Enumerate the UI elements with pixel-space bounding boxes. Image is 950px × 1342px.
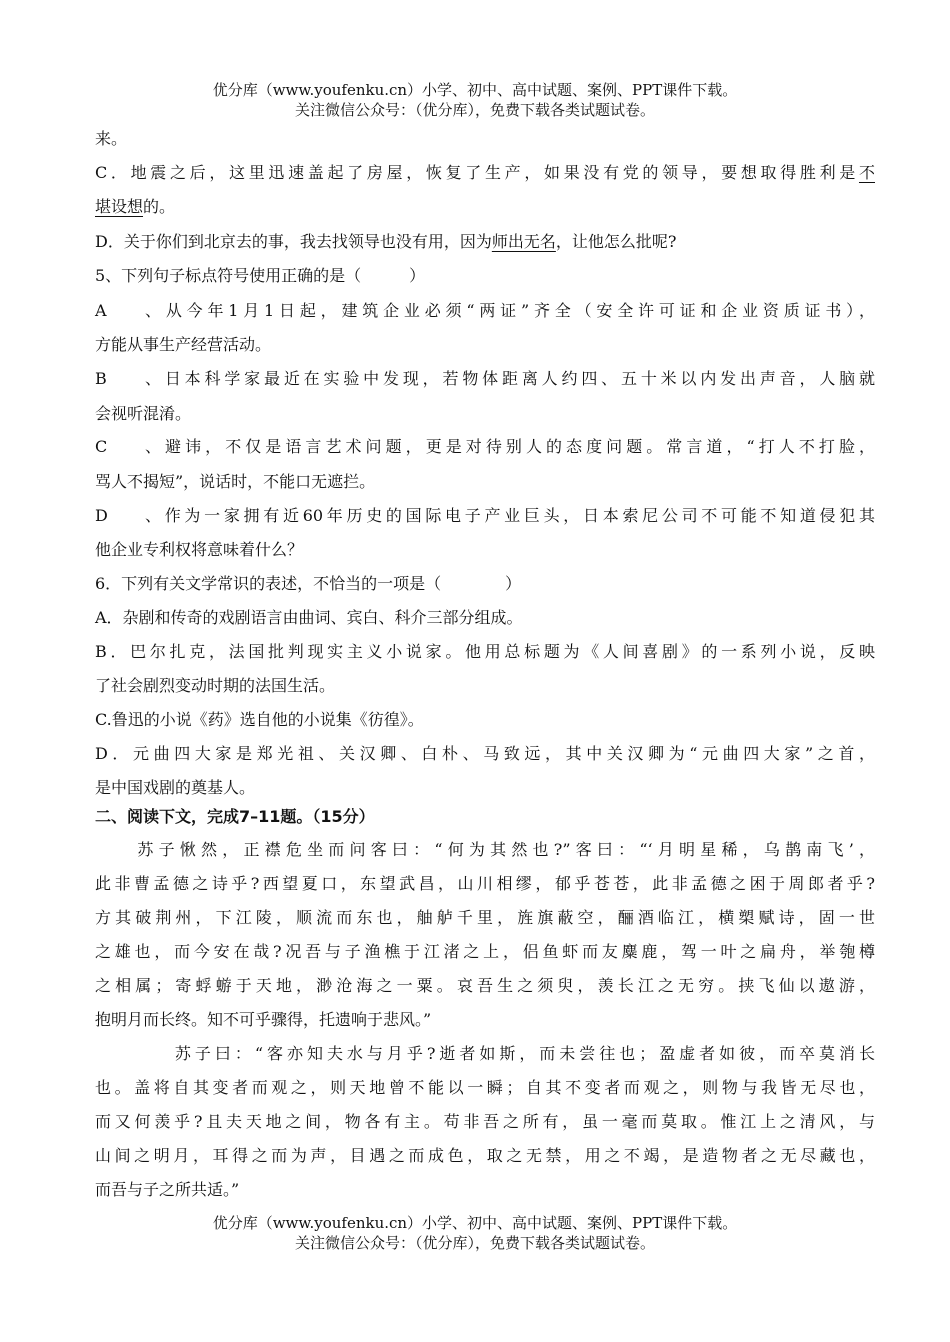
passage-p1-line: 之雄也，而今安在哉?况吾与子渔樵于江渚之上，侣鱼虾而友麋鹿，驾一叶之扁舟，举匏樽 xyxy=(95,942,875,961)
q4-c-underlined-1: 不 xyxy=(858,163,875,182)
footer-line-2: 关注微信公众号：（优分库），免费下载各类试题试卷。 xyxy=(294,1234,655,1252)
q4-c-end: 的。 xyxy=(143,197,176,216)
q5-option-a-line1 xyxy=(95,300,875,322)
q5-option-c-line1 xyxy=(95,436,875,458)
q5-option-d-line2: 他企业专利权将意味着什么？ xyxy=(95,540,304,559)
q4-c-underlined-2: 堪设想 xyxy=(95,197,144,216)
passage-p2-line: 苏子曰：“客亦知夫水与月乎?逝者如斯，而未尝往也；盈虚者如彼，而卒莫消长 xyxy=(95,1044,875,1063)
q5-a-label: A、 xyxy=(95,301,161,320)
q6-option-a: A．杂剧和传奇的戏剧语言由曲词、宾白、科介三部分组成。 xyxy=(95,608,523,627)
q5-a-text-1: 从今年1月1日起，建筑企业必须“两证”齐全（安全许可证和企业资质证书）， xyxy=(161,301,875,320)
q5-b-text-1: 日本科学家最近在实验中发现，若物体距离人约四、五十米以内发出声音，人脑就 xyxy=(161,369,875,388)
q5-option-b-line1 xyxy=(95,368,875,390)
passage-p2-line: 而又何羡乎?且夫天地之间，物各有主。苟非吾之所有，虽一毫而莫取。惟江上之清风，与 xyxy=(95,1112,875,1131)
q6-option-c: C.鲁迅的小说《药》选自他的小说集《彷徨》。 xyxy=(95,710,424,729)
q4-d-text: D．关于你们到北京去的事，我去找领导也没有用，因为 xyxy=(95,232,492,251)
q4-c-text: C．地震之后，这里迅速盖起了房屋，恢复了生产，如果没有党的领导，要想取得胜利是 xyxy=(95,163,859,182)
q4-continuation: 来。 xyxy=(95,129,128,148)
q5-option-a-line2: 方能从事生产经营活动。 xyxy=(95,335,272,354)
footer-line-1: 优分库（www.youfenku.cn）小学、初中、高中试题、案例、PPT课件下载。 xyxy=(212,1214,738,1232)
passage-p1-line: 此非曹孟德之诗乎?西望夏口，东望武昌，山川相缪，郁乎苍苍，此非孟德之困于周郎者乎? xyxy=(95,874,875,893)
q4-option-d xyxy=(95,231,875,253)
q5-option-d-line1 xyxy=(95,505,875,527)
q4-d-underlined: 师出无名 xyxy=(491,232,556,251)
passage-p1-line: 苏子愀然，正襟危坐而问客曰：“何为其然也?”客曰：“‘月明星稀，乌鹊南飞’， xyxy=(95,840,875,859)
page-header xyxy=(0,80,950,120)
q6-option-b-line1: B．巴尔扎克，法国批判现实主义小说家。他用总标题为《人间喜剧》的一系列小说，反映 xyxy=(95,642,875,661)
passage-p2-line: 山间之明月，耳得之而为声，目遇之而成色，取之无禁，用之不竭，是造物者之无尽藏也， xyxy=(95,1146,875,1165)
q5-d-text-1: 作为一家拥有近60年历史的国际电子产业巨头，日本索尼公司不可能不知道侵犯其 xyxy=(161,506,875,525)
passage-p1-line: 之相属；寄蜉蝣于天地，渺沧海之一粟。哀吾生之须臾，羡长江之无穷。挟飞仙以遨游， xyxy=(95,976,875,995)
q6-stem: 6．下列有关文学常识的表述，不恰当的一项是（ ） xyxy=(95,574,522,593)
q6-option-d-line2: 是中国戏剧的奠基人。 xyxy=(95,778,256,797)
header-line-2: 关注微信公众号：（优分库），免费下载各类试题试卷。 xyxy=(294,101,655,119)
page-footer xyxy=(0,1213,950,1253)
passage-p1-line: 方其破荆州，下江陵，顺流而东也，舳舻千里，旌旗蔽空，酾酒临江，横槊赋诗，固一世 xyxy=(95,908,875,927)
q5-c-label: C、 xyxy=(95,437,161,456)
q5-c-text-1: 避讳，不仅是语言艺术问题，更是对待别人的态度问题。常言道，“打人不打脸， xyxy=(161,437,875,456)
q4-d-end: ，让他怎么批呢? xyxy=(555,232,677,251)
section-2-heading: 二、阅读下文，完成7–11题。（15分） xyxy=(95,807,375,826)
q6-option-b-line2: 了社会剧烈变动时期的法国生活。 xyxy=(95,676,336,695)
q6-option-d-line1: D．元曲四大家是郑光祖、关汉卿、白朴、马致远，其中关汉卿为“元曲四大家”之首， xyxy=(95,744,875,763)
passage-p2-line: 而吾与子之所共适。” xyxy=(95,1180,240,1199)
q4-option-c-line1 xyxy=(95,162,875,184)
passage-p2-line: 也。盖将自其变者而观之，则天地曾不能以一瞬；自其不变者而观之，则物与我皆无尽也， xyxy=(95,1078,875,1097)
q5-d-label: D、 xyxy=(95,506,161,525)
q5-option-b-line2: 会视听混淆。 xyxy=(95,404,192,423)
header-line-1: 优分库（www.youfenku.cn）小学、初中、高中试题、案例、PPT课件下载。 xyxy=(212,81,738,99)
passage-p1-line: 抱明月而长终。知不可乎骤得，托遗响于悲风。” xyxy=(95,1010,432,1029)
q5-b-label: B、 xyxy=(95,369,161,388)
q4-option-c-line2 xyxy=(95,196,875,218)
q5-option-c-line2: 骂人不揭短”，说话时，不能口无遮拦。 xyxy=(95,472,376,491)
q5-stem: 5、下列句子标点符号使用正确的是（ ） xyxy=(95,266,426,285)
